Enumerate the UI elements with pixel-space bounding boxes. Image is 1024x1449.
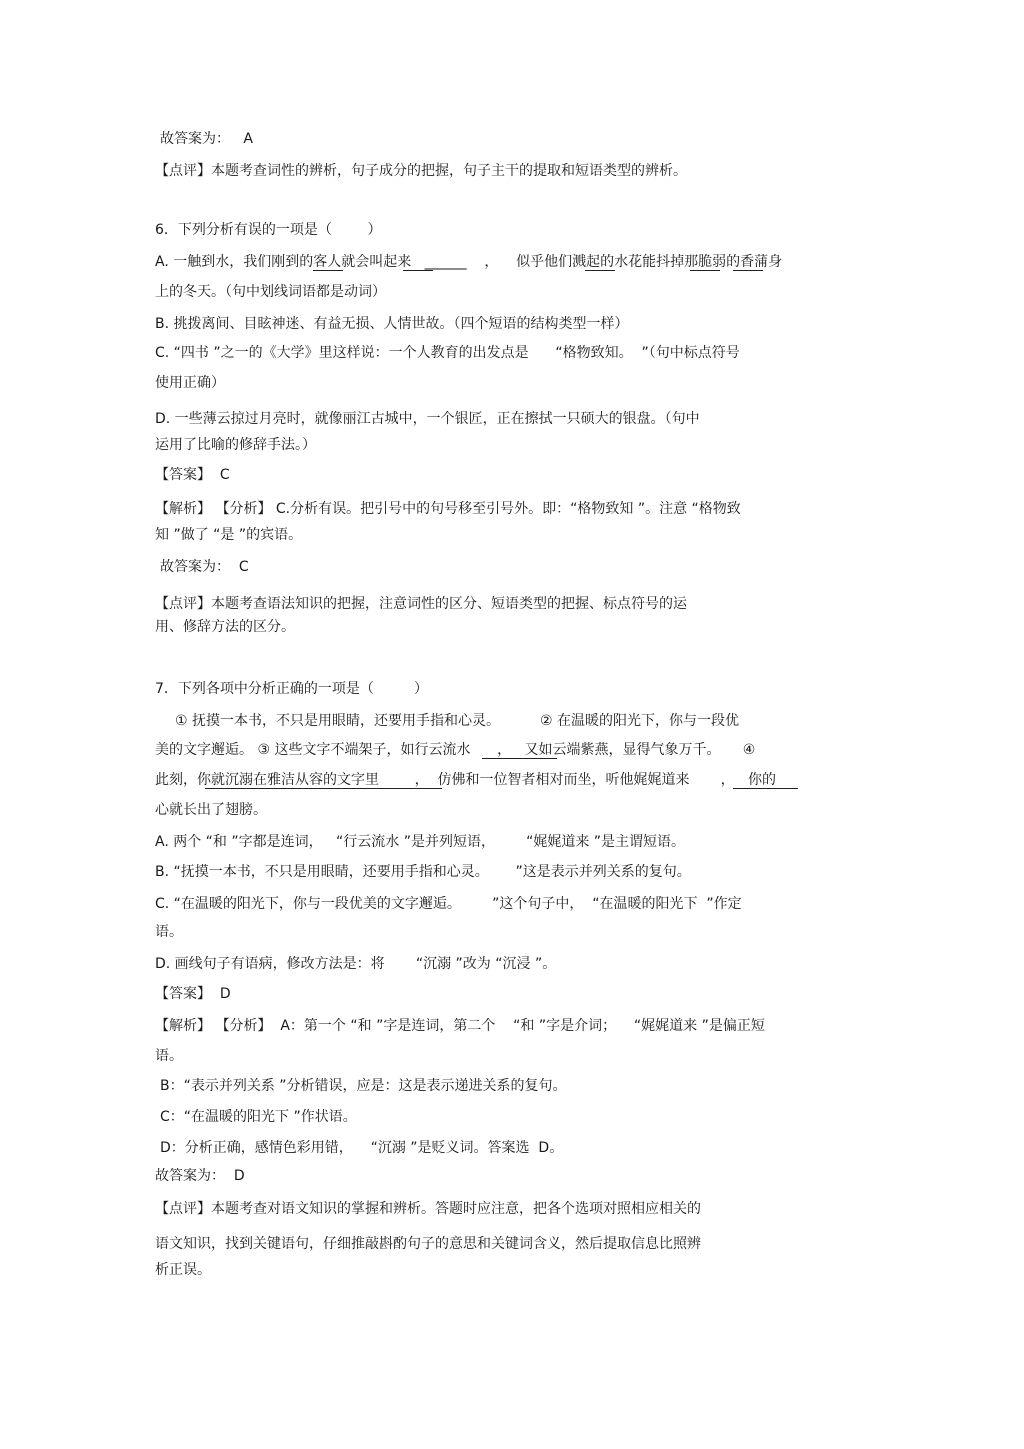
- text-line: 语。: [155, 1048, 183, 1064]
- text-line: 心就长出了翅膀。: [155, 802, 267, 818]
- underline-qilai: [403, 270, 433, 271]
- text-line: 运用了比喻的修辞手法。）: [155, 437, 316, 453]
- text-line: A. 一触到水，我们刚到的客人就会叫起来 ______ ， 似乎他们溅起的水花能抖掉那脆弱的香蒲身: [155, 254, 783, 270]
- text-line: D：分析正确，感情色彩用错， “沉溺 ”是贬义词。答案选 D。: [160, 1140, 564, 1156]
- text-line: 故答案为： D: [155, 1168, 245, 1184]
- text-line: 美的文字邂逅。 ③ 这些文字不端架子，如行云流水 ， 又如云端紫燕，显得气象万千。 ④: [155, 742, 756, 758]
- text-line: 故答案为： A: [160, 131, 253, 147]
- text-line: D. 画线句子有语病，修改方法是：将 “沉溺 ”改为 “沉浸 ”。: [155, 956, 557, 972]
- text-line: 语文知识，找到关键语句，仔细推敲斟酌句子的意思和关键词含义，然后提取信息比照辨: [155, 1236, 701, 1252]
- text-line: 上的冬天。（句中划线词语都是动词）: [155, 284, 386, 300]
- text-line: 【解析】 【分析】 A：第一个 “和 ”字是连词，第二个 “和 ”字是介词； “娓娓道来 ”是偏正短: [155, 1018, 765, 1034]
- text-line: 此刻，你就沉溺在雅洁从容的文字里 ， 仿佛和一位智者相对而坐，听他娓娓道来 ， 你的: [155, 772, 777, 788]
- text-line: B：“表示并列关系 ”分析错误，应是：这是表示递进关系的复句。: [160, 1078, 567, 1094]
- underline-xingyunliushui: [482, 758, 557, 759]
- text-line: 【点评】本题考查语法知识的把握，注意词性的区分、短语类型的把握、标点符号的运: [155, 596, 687, 612]
- text-line: 故答案为： C: [160, 559, 249, 575]
- underline-jianqi: [585, 270, 615, 271]
- text-line: 【解析】 【分析】 C.分析有误。把引号中的句号移至引号外。即：“格物致知 ”。注意 “格物致: [155, 501, 741, 517]
- text-line: 语。: [155, 924, 183, 940]
- text-line: 【点评】本题考查词性的辨析，句子成分的把握，句子主干的提取和短语类型的辨析。: [155, 163, 687, 179]
- text-line: C. “在温暖的阳光下，你与一段优美的文字邂逅。 ”这个句子中， “在温暖的阳光下 ”作定: [155, 896, 742, 912]
- text-line: C. “四书 ”之一的《大学》里这样说：一个人教育的出发点是 “格物致知。 ”（句中标点符号: [155, 345, 740, 361]
- text-line: B. 挑拨离间、目眩神迷、有益无损、人情世故。（四个短语的结构类型一样）: [155, 316, 629, 332]
- text-line: 用、修辞方法的区分。: [155, 619, 295, 635]
- underline-chenni-sentence: [205, 788, 442, 789]
- text-line: 6．下列分析有误的一项是（ ）: [155, 222, 382, 238]
- text-line: 7．下列各项中分析正确的一项是（ ）: [155, 681, 428, 697]
- text-line: ① 抚摸一本书，不只是用眼睛，还要用手指和心灵。 ② 在温暖的阳光下，你与一段优: [175, 713, 740, 729]
- text-line: 析正误。: [155, 1262, 211, 1278]
- text-line: B. “抚摸一本书，不只是用眼睛，还要用手指和心灵。 ”这是表示并列关系的复句。: [155, 864, 691, 880]
- text-line: 【点评】本题考查对语文知识的掌握和辨析。答题时应注意，把各个选项对照相应相关的: [155, 1201, 701, 1217]
- underline-weiweidaolai: [733, 788, 798, 789]
- underline-doudiao: [690, 270, 720, 271]
- text-line: 知 ”做了 “是 ”的宾语。: [155, 527, 303, 543]
- text-line: A. 两个 “和 ”字都是连词， “行云流水 ”是并列短语， “娓娓道来 ”是主谓短语。: [155, 834, 686, 850]
- underline-daoded: [313, 270, 343, 271]
- text-line: C：“在温暖的阳光下 ”作状语。: [160, 1109, 357, 1125]
- text-line: 【答案】 D: [155, 986, 231, 1002]
- underline-cuiruo: [733, 270, 763, 271]
- text-line: 使用正确）: [155, 375, 225, 391]
- text-line: 【答案】 C: [155, 467, 230, 483]
- text-line: D. 一些薄云掠过月亮时，就像丽江古城中，一个银匠，正在擦拭一只硕大的银盘。（句中: [155, 411, 700, 427]
